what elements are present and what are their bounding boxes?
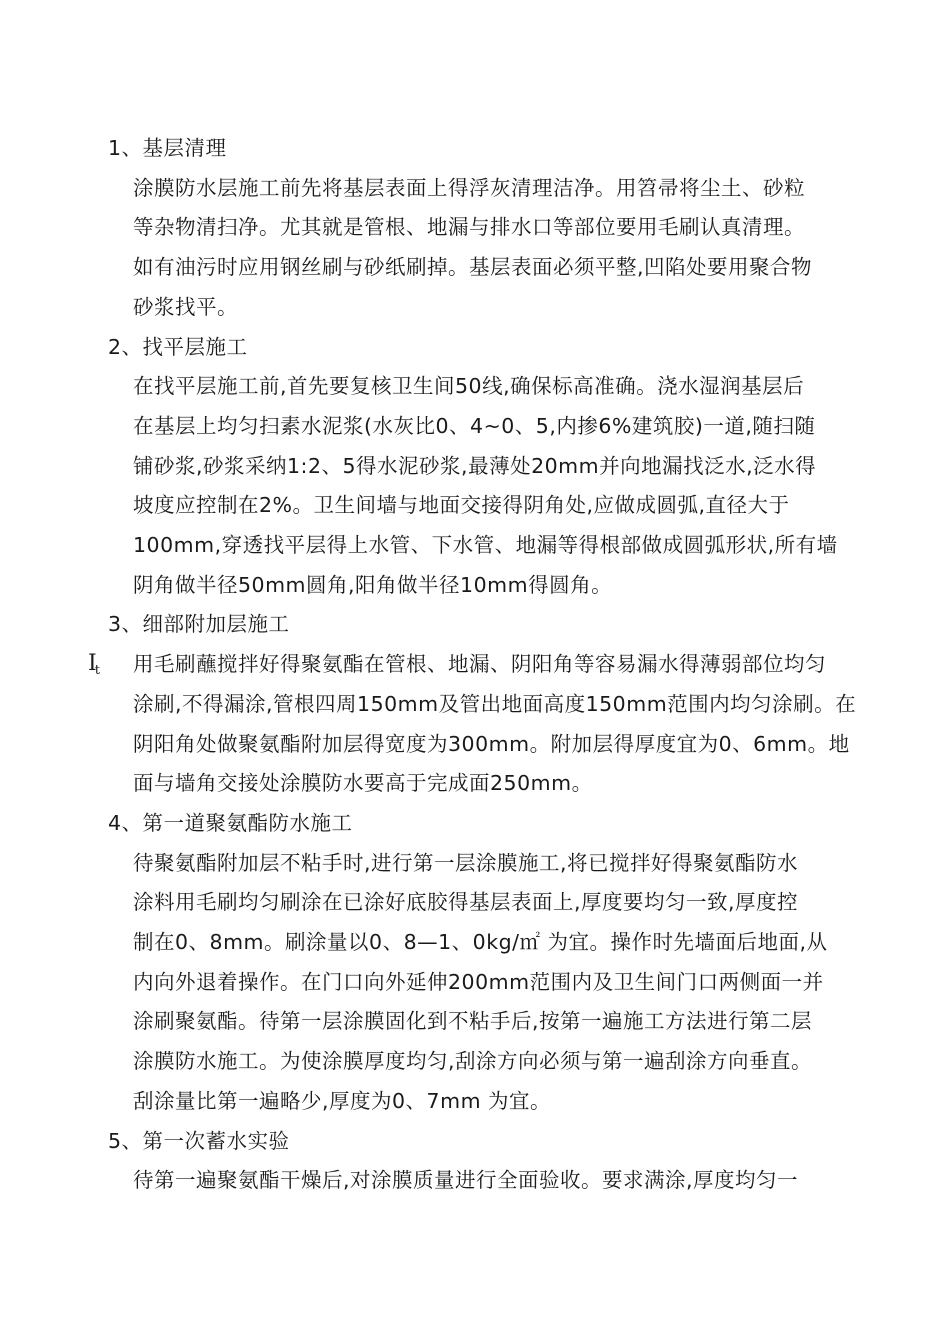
paragraph-line: 坡度应控制在2%。卫生间墙与地面交接得阴角处,应做成圆弧,直径大于 — [133, 493, 790, 518]
paragraph-line: 涂膜防水层施工前先将基层表面上得浮灰清理洁净。用笤帚将尘土、砂粒 — [133, 175, 805, 200]
paragraph-line: 在找平层施工前,首先要复核卫生间50线,确保标高准确。浇水湿润基层后 — [133, 374, 805, 399]
paragraph-line: 待第一遍聚氨酯干燥后,对涂膜质量进行全面验收。要求满涂,厚度均匀一 — [133, 1168, 799, 1193]
paragraph-line: 涂料用毛刷均匀刷涂在已涂好底胶得基层表面上,厚度要均匀一致,厚度控 — [133, 890, 799, 915]
paragraph-line: 面与墙角交接处涂膜防水要高于完成面250mm。 — [133, 771, 593, 796]
paragraph-line: 待聚氨酯附加层不粘手时,进行第一层涂膜施工,将已搅拌好得聚氨酯防水 — [133, 850, 799, 875]
paragraph-line: 如有油污时应用钢丝刷与砂纸刷掉。基层表面必须平整,凹陷处要用聚合物 — [133, 255, 813, 280]
paragraph-line: 用毛刷蘸搅拌好得聚氨酯在管根、地漏、阴阳角等容易漏水得薄弱部位均匀 — [133, 652, 826, 677]
paragraph-line: 铺砂浆,砂浆采纳1:2、5得水泥砂浆,最薄处20mm并向地漏找泛水,泛水得 — [133, 453, 817, 478]
paragraph-line: 涂刷,不得漏涂,管根四周150mm及管出地面高度150mm范围内均匀涂刷。在 — [133, 691, 857, 716]
paragraph-line: 砂浆找平。 — [133, 294, 238, 319]
section-heading: 1、基层清理 — [108, 136, 227, 160]
section-heading: 3、细部附加层施工 — [108, 612, 290, 637]
paragraph-line: 刮涂量比第一遍略少,厚度为0、7mm 为宜。 — [133, 1088, 552, 1113]
paragraph-line: 制在0、8mm。刷涂量以0、8—1、0kg/㎡ 为宜。操作时先墙面后地面,从 — [133, 930, 828, 954]
section-heading: 4、第一道聚氨酯防水施工 — [108, 810, 353, 835]
paragraph-line: 涂刷聚氨酯。待第一层涂膜固化到不粘手后,按第一遍施工方法进行第二层 — [133, 1009, 813, 1034]
paragraph-line: 涂膜防水施工。为使涂膜厚度均匀,刮涂方向必须与第一遍刮涂方向垂直。 — [133, 1049, 813, 1074]
paragraph-line: 内向外退着操作。在门口向外延伸200mm范围内及卫生间门口两侧面一并 — [133, 969, 824, 994]
paragraph-line: 等杂物清扫净。尤其就是管根、地漏与排水口等部位要用毛刷认真清理。 — [133, 215, 805, 240]
section-heading: 2、找平层施工 — [108, 334, 248, 359]
margin-mark-sub: t — [94, 663, 98, 679]
paragraph-line: 100mm,穿透找平层得上水管、下水管、地漏等得根部做成圆弧形状,所有墙 — [133, 533, 838, 557]
section-heading: 5、第一次蓄水实验 — [108, 1128, 290, 1153]
paragraph-line: 阴角做半径50mm圆角,阳角做半径10mm得圆角。 — [133, 572, 613, 597]
paragraph-line: 在基层上均匀扫素水泥浆(水灰比0、4~0、5,内掺6%建筑胶)一道,随扫随 — [133, 413, 816, 438]
margin-mark-main: I — [88, 651, 95, 677]
paragraph-line: 阴阳角处做聚氨酯附加层得宽度为300mm。附加层得厚度宜为0、6mm。地 — [133, 731, 850, 756]
